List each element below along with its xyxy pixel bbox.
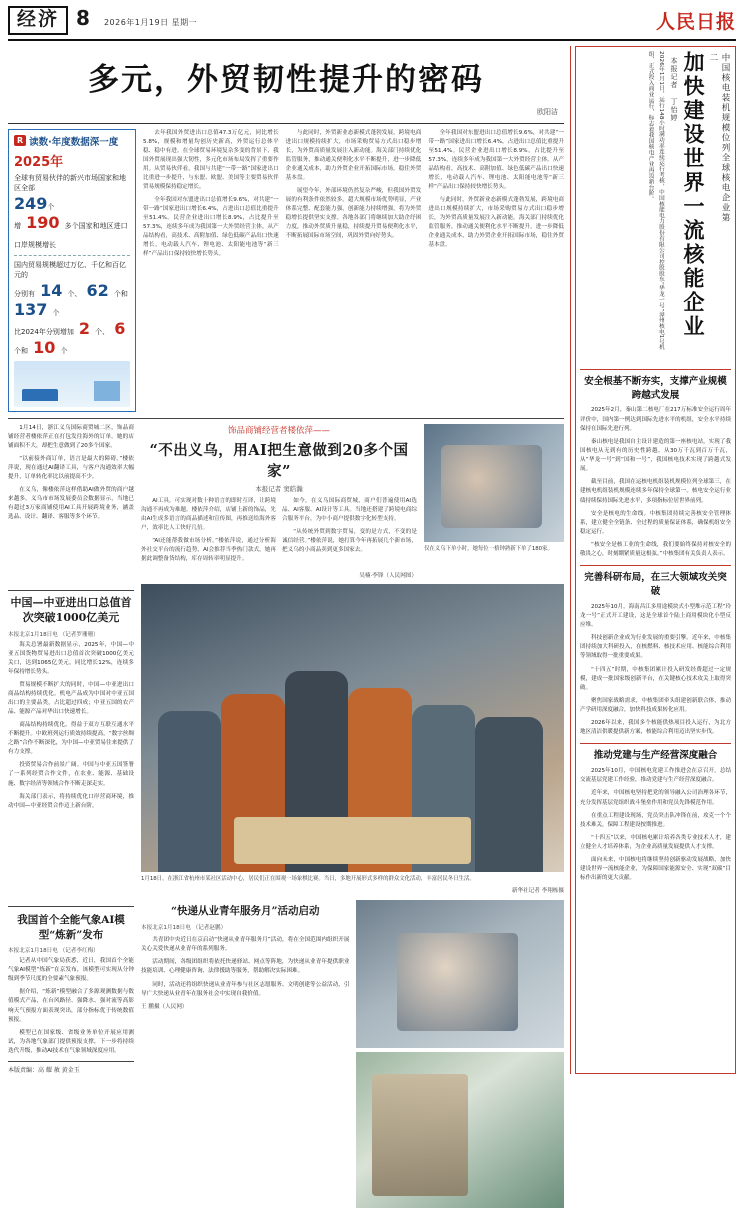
infobox-stat-1-value: 249 [14, 193, 48, 213]
feature-section-2-body [580, 603, 731, 738]
photo-figure [475, 717, 543, 873]
masthead-left [8, 6, 197, 35]
main-headline: 多元，外贸韧性提升的密码 [88, 61, 484, 98]
mid-row [8, 584, 564, 894]
paragraph: 2025年10月，中国核电党建工作推进会在京召开，总结交流基层党建工作经验，推动党建与生产经营深度融合。 [580, 768, 731, 784]
yiwu-col-2 [282, 497, 417, 568]
youth-layout [141, 900, 564, 1208]
paragraph: 在重点工程建设现场，党员突击队冲锋在前，攻克一个个技术难关，保障工程建设按期推进。 [580, 812, 731, 828]
infobox-year: 2025年 [14, 154, 64, 170]
feature-section-1-body [580, 406, 731, 559]
infobox-divider [14, 255, 130, 256]
paragraph: 近年来，中国核电坚持把党的领导融入公司治理各环节，充分发挥基层党组织战斗堡垒作用和党员先锋模范作用。 [580, 790, 731, 806]
yiwu-photo-block [424, 424, 564, 579]
paragraph: “AI还能帮我做市场分析。”楼依萍说，通过分析海外社交平台的流行趋势，AI会推荐当季热门款式，她再据此调整备货结构，库存周转率明显提升。 [141, 538, 276, 563]
paragraph: 同时，活动还将组织快递从业青年参与社区志愿服务、文明创建等公益活动，引导广大快递从业青年在服务社会中实现自我价值。 [141, 981, 350, 997]
page-number: 8 [76, 6, 90, 30]
paragraph: 海关总署最新数据显示，2025年，中国—中亚五国货物贸易进出口总值首次突破1000亿美元关口，达到1065亿美元，同比增长12%，连续多年保持增长势头。 [8, 641, 134, 675]
yiwu-credit: 吴楠·李锋（人民网图） [359, 573, 417, 580]
feature-section-3-title: 推动党建与生产经营深度融合 [580, 743, 731, 763]
infobox-stat-5-v1: 2 [78, 318, 91, 338]
feature-section-3-body [580, 767, 731, 883]
section-divider-3 [8, 906, 134, 907]
infobox-stat-4-v1: 14 [40, 280, 63, 300]
paragraph: 如今，在义乌国际商贸城，商户们普遍使用AI选品、AI客服、AI设计等工具。当地还搭建了跨境电商综合服务平台，为中小商户提供数字化转型支持。 [282, 497, 417, 522]
infobox-illustration [14, 361, 130, 407]
central-asia-story [8, 584, 134, 894]
feature-column [570, 46, 736, 1074]
paragraph: 投资贸易合作前景广阔。中国与中亚五国签署了一系列经贸合作文件，在农业、能源、基础设施、数字经济等领域合作不断走深走实。 [8, 762, 134, 787]
paragraph: 截至目前，我国在运核电机组装机规模位列全球第三，在建核电机组装机规模连续多年保持全球第一。核电安全运行业绩持续保持国际先进水平，多项指标位居世界前列。 [580, 479, 731, 504]
section-divider-1 [8, 418, 564, 419]
feature-byline: 本报记者 丁怡婷 [669, 56, 678, 122]
infobox-stat-5 [14, 319, 130, 357]
infobox-stat-1 [14, 194, 130, 213]
paragraph: 全年我国对东盟进出口总值增长9.6%，对共建“一带一路”国家进出口增长6.4%，占进出口总值比重提升至51.4%。民营企业进出口增长8.9%，占比提升至57.3%，连续多年成为我国第一大外贸经营主体。从产品结构看，高技术、高附加值、绿色低碳产品出口快速增长，电动载人汽车、锂电池、太阳能电池等“新三样”产品出口保持较快增长势头。 [428, 129, 565, 191]
paragraph: 面向未来，中国核电将继续坚持创新驱动发展战略，加快建设世界一流核能企业，为保障国家能源安全、实现“双碳”目标作出新的更大贡献。 [580, 857, 731, 882]
main-story-columns [143, 129, 564, 412]
chess-photo-caption: 1月18日，在浙江省杭州市某社区活动中心，居民们正在围观一场象棋比赛。当日，多地开展形式多样的群众文化活动，丰富居民冬日生活。 [141, 876, 475, 883]
yiwu-main [141, 424, 417, 579]
paper-logo: 人民日报 [655, 10, 736, 33]
infobox-stat-1-label: 全球有贸易伙伴的新兴市场国家和地区全部 [14, 173, 126, 193]
paragraph: 海关部门表示，将持续优化口岸营商环境，推动中国—中亚经贸合作迈上新台阶。 [8, 793, 134, 809]
masthead [8, 6, 736, 41]
youth-photo-2 [356, 1052, 565, 1208]
feature-vertical-head [580, 51, 731, 363]
paragraph: 活动期间，各级团组织将依托快递驿站、网点等阵地，为快递从业青年提供职业技能培训、心理健康咨询、法律援助等服务，帮助解决实际困难。 [141, 959, 350, 975]
youth-photo-1 [356, 900, 565, 1048]
yiwu-side-column [8, 424, 134, 579]
main-story-col-1 [143, 129, 279, 412]
yiwu-headline: “不出义乌，用AI把生意做到20多个国家” [149, 441, 409, 480]
youth-text-col [141, 900, 350, 1208]
paragraph: 记者从中国气象局获悉，近日，我国首个全能气象AI模型“炼新”在京发布，该模型可实现从分钟级到季节尺度的全要素气象预报。 [8, 958, 134, 983]
yiwu-col-1 [141, 497, 276, 568]
youth-dateline: 本报北京1月18日电 （记者赵鹏） [141, 925, 227, 932]
infobox-stat-5-v2: 6 [114, 318, 126, 338]
paragraph: 2025年2月，秦山第二核电厂在217万标准安全运行周年评价中，国内第一例达到国际先进水平的机组，安全水平持续保持在国际先进行列。 [580, 407, 731, 432]
paragraph: “以前接外商订单，语言是最大的障碍。”楼依萍说，现在通过AI翻译工具，与客户沟通效率大幅提升，订单转化率比以前提高不少。 [8, 455, 134, 481]
main-story-col-3 [428, 129, 564, 412]
paragraph: 安全是核电的生命线。中核集团持续完善核安全管理体系，建立健全全链条、全过程的质量保证体系，确保机组安全稳定运行。 [580, 510, 731, 535]
infobox-stat-4-u3: 个 [52, 308, 60, 317]
yiwu-photo-caption: 仅在义乌下单小时，她每位一格钟熟新下单了180家。 [424, 545, 553, 552]
youth-credit: 王 鹏摄（人民网） [141, 1003, 188, 1010]
paragraph: “核安全是核工业的生命线，我们要始终保持对核安全的敬畏之心，时刻绷紧质量这根弦。”中核集团有关负责人表示。 [580, 542, 731, 558]
main-byline: 欧阳洁 [537, 107, 558, 116]
weather-title: 我国首个全能气象AI模型“炼新”发布 [17, 914, 125, 942]
central-asia-title: 中国—中亚进出口总值首次突破1000亿美元 [10, 596, 132, 625]
weather-story [8, 900, 134, 1208]
feature-section-2-title: 完善科研布局，在三大领域攻关突破 [580, 565, 731, 599]
chess-photo-block [141, 584, 564, 894]
infobox-stat-5-v3: 10 [33, 337, 56, 357]
paragraph: 商品结构持续优化，得益于双方互联互通水平不断提升。中欧班列运行质效持续提高，“数字丝绸之路”合作不断深化，为中国—中亚贸易往来提供了有力支撑。 [8, 722, 134, 756]
infobox-stat-2-value: 190 [26, 212, 60, 232]
editor-footer: 本版责编：高 耀 赦 黄金玉 [8, 1061, 134, 1074]
paragraph: 秦山核电是我国自主设计建造的第一座核电站，实现了我国核电从无到有的历史性跨越。从30万千瓦到百万千瓦，从“华龙一号”到“国和一号”，我国核电技术实现了跨越式发展。 [580, 438, 731, 473]
paragraph: 与此同时，外贸新业态新模式蓬勃发展，跨境电商进出口规模持续扩大，市场采购贸易方式出口稳步增长，为外贸高质量发展注入新动能。海关部门持续优化监管服务，推动通关便利化水平不断提升，进一步降低企业通关成本，助力外贸企业开拓国际市场，稳住外贸基本盘。 [428, 197, 565, 249]
paragraph: 模型已在国家级、省级业务单位开展应用测试，为各地气象部门提供预报支撑，下一步将持续迭代升级，推动AI技术在气象领域深度应用。 [8, 1029, 134, 1054]
paragraph: 聚焦国家战略需求，中核集团牵头组建创新联合体，推动产学研用深度融合，加快科技成果转化应用。 [580, 697, 731, 714]
infobox-stat-2-label: 增 [14, 221, 21, 230]
infobox-stat-2 [14, 213, 130, 251]
photo-chess-table [234, 817, 471, 863]
youth-photo-col [356, 900, 565, 1208]
paragraph: 共青团中央近日在京启动“快递从业青年服务月”活动，将在全国范围内组织开展关心关爱快递从业青年的系列服务。 [141, 937, 350, 953]
lead-block [8, 129, 564, 412]
data-infobox [8, 129, 136, 412]
paragraph: 全年我国对东盟进出口总值增长9.6%，对共建“一带一路”国家进出口增长6.4%，占进出口总值比重提升至51.4%。民营企业进出口增长8.9%，占比提升至57.3%，连续多年成为我国第一大外贸经营主体。从产品结构看，高技术、高附加值、绿色低碳产品出口快速增长，电动载人汽车、锂电池、太阳能电池等“新三样”产品出口保持较快增长势头。 [143, 197, 279, 258]
feature-lead: 2026年1月1日，运行148小时满功率连续运行考核，中国核能电力股份有限公司控股股东“华龙一号”漳州核电1号机组，正式投入商业运行，标志着我国核电产业再迈新台阶。 [647, 50, 664, 350]
feature-kicker: 中国核电装机规模位列全球核电企业第二 [708, 52, 730, 223]
paragraph: AI工具，可实现对数十种语言的即时互译，让跨境沟通不再成为难题。楼依萍介绍，店铺上新的饰品，先由AI生成多语言的商品描述和宣传图，再推送给海外客户，效率比人工快好几倍。 [141, 497, 276, 531]
paragraph: 2026年以来，我国多个核能供热项目投入运行，为北方地区清洁供暖提供新方案，核能综合利用迈出坚实步伐。 [580, 720, 731, 736]
feature-inner [575, 46, 736, 1074]
feature-title: 加快建设世界一流核能企业 [681, 50, 706, 339]
infobox-stat-5-u1: 个、 [95, 327, 110, 336]
chess-photo-credit: 新华社记者 李翔栋摄 [511, 888, 564, 895]
paragraph: 科技创新企业成为行业发展的重要引擎。近年来，中核集团持续加大科研投入，在核燃料、核技术应用、核能综合利用等领域取得一批重要成果。 [580, 635, 731, 660]
paragraph: 与此同时，外贸新业态新模式蓬勃发展，跨境电商进出口规模持续扩大，市场采购贸易方式出口稳步增长，为外贸高质量发展注入新动能。海关部门持续优化监管服务，推动通关便利化水平不断提升，进一步降低企业通关成本，助力外贸企业开拓国际市场，稳住外贸基本盘。 [285, 129, 422, 182]
infobox-stat-4-u1: 个、 [67, 289, 82, 298]
paragraph: 在义乌，像楼依萍这样借助AI做外贸的商户越来越多。义乌市市场发展委员会数据显示，当地已有超过3万家商铺使用AI工具开展跨境业务，涵盖选品、设计、翻译、客服等多个环节。 [8, 487, 134, 521]
feature-section-1-title: 安全根基不断夯实，支撑产业规模跨越式发展 [580, 369, 731, 403]
section-label: 经济 [8, 6, 68, 35]
lower-row [8, 900, 564, 1208]
infobox-stat-1-unit: 个 [47, 202, 55, 211]
photo-figure [158, 711, 221, 872]
central-asia-dateline: 本报北京1月18日电 （记者罗珊珊） [8, 631, 99, 638]
infobox-title: 读数·年度数据深一度 [29, 136, 119, 148]
paragraph: “十四五”以来，中国核电累计培养各类专业技术人才，建立健全人才培养体系，为企业高质量发展提供人才支撑。 [580, 834, 731, 851]
paragraph: “十四五”时期，中核集团累计投入研发经费超过一定规模，建成一批国家级创新平台，在关键核心技术攻关上取得突破。 [580, 666, 731, 691]
infobox-stat-5-u2: 个和 [14, 346, 28, 355]
weather-dateline: 本报北京1月18日电 （记者李红梅） [8, 948, 99, 955]
youth-story [141, 900, 564, 1208]
feature-padding [575, 46, 736, 884]
weather-body [8, 957, 134, 1055]
yiwu-kicker: 饰品商铺经营者楼依萍—— [227, 425, 330, 436]
central-asia-body [8, 641, 134, 811]
headline-rule [8, 123, 564, 124]
infobox-badge: R [14, 135, 26, 146]
infobox-stat-5-label: 比2024年分别增加 [14, 327, 74, 336]
infobox-stat-5-u3: 个 [60, 346, 68, 355]
infobox-header [14, 134, 130, 148]
chess-photo [141, 584, 564, 872]
main-story-col-2 [286, 129, 422, 412]
paragraph: 1月14日，浙江义乌国际商贸城二区，饰品商铺经营者楼依萍正在打包发往海外的订单。她的店铺面积不大，却把生意做到了20多个国家。 [8, 424, 134, 449]
paragraph: 据介绍，“炼新”模型融合了多源观测数据与数值模式产品，在台风路径、强降水、强对流等高影响天气预报方面表现突出，部分指标优于传统数值预报。 [8, 989, 134, 1023]
youth-title: “快递从业青年服务月”活动启动 [170, 905, 320, 918]
infobox-stat-2-unit: 多个国家和地区进口口岸规模增长 [14, 221, 128, 249]
infobox-stat-4-v2: 62 [86, 280, 109, 300]
infobox-stat-4-v3: 137 [14, 299, 48, 319]
infobox-stat-4-u2: 个和 [113, 289, 128, 298]
paragraph: “从传统外贸到数字贸易，变的是方式，不变的是诚信经营。”楼依萍说，她打算今年再拓展几个新市场，把义乌的小商品卖到更多国家去。 [282, 528, 417, 554]
publication-date: 2026年1月19日 星期一 [103, 18, 198, 27]
page-body [8, 46, 736, 1074]
yiwu-columns [141, 497, 417, 568]
paragraph: 去年我国外贸进出口总值47.3万亿元，同比增长5.8%，规模和增量均创历史新高，外贸运行总体平稳、稳中有进。在全球贸易环境复杂多变的背景下，我国外贸展现出强大韧性，多元化市场布局发挥了重要作用。从贸易伙伴看，我国与共建“一带一路”国家进出口比重进一步提升，与东盟、欧盟、美国等主要贸易伙伴贸易规模保持稳定增长。 [143, 129, 279, 191]
infobox-stat-3-label: 国内贸易规模超过万亿、千亿和百亿元的 [14, 260, 126, 280]
infobox-stat-4 [14, 281, 130, 319]
paragraph: 展望今年，外部环境仍然复杂严峻，但我国外贸发展的有利条件依然较多。超大规模市场优势明显，产业体系完整、配套能力强，创新能力持续增强，将为外贸稳增长提供坚实支撑。各地各部门将继续加大助企纾困力度，推动外贸质升量稳，持续提升贸易便利化水平，不断拓展国际市场空间，巩固外贸向好势头。 [285, 188, 422, 240]
yiwu-byline: 本报记者 窦皓瀚 [255, 484, 303, 493]
paragraph: 2025年10月，海南昌江多用途模块式小型堆示范工程“玲龙一号”正式开工建设，这是全球首个陆上商用模块化小型反应堆。 [580, 603, 731, 629]
main-column [8, 46, 564, 1074]
yiwu-photo [424, 424, 564, 542]
yiwu-story [8, 424, 564, 579]
section-divider-2 [8, 590, 134, 591]
paragraph: 贸易规模不断扩大的同时，中国—中亚进出口商品结构持续优化。机电产品成为中国对中亚五国出口的主要品类，占比超过四成；中亚五国的农产品、能源产品对华出口快速增长。 [8, 682, 134, 716]
infobox-stat-4-label: 分别有 [14, 289, 35, 298]
